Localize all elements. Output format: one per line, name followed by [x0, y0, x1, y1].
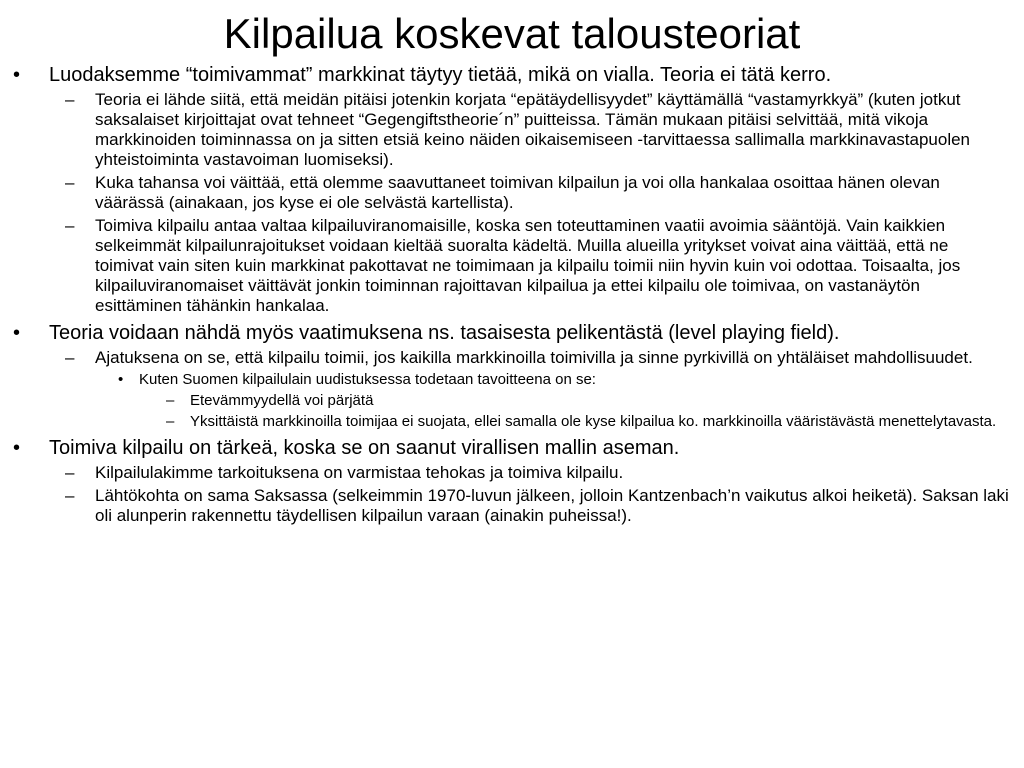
bullet-text: Teoria voidaan nähdä myös vaatimuksena ns. tasaisesta pelikentästä (level playing field). [49, 322, 840, 344]
sub-sub-bullet-point [0, 371, 1010, 389]
sub-bullet-point [0, 486, 1010, 526]
bullet-marker: • [13, 437, 21, 459]
sub-bullet-text: Kuka tahansa voi väittää, että olemme saavuttaneet toimivan kilpailun ja voi olla hankalaa osoittaa hänen olevan väärässä (ainakaan, jos kyse ei ole selvästä kartellista). [95, 173, 940, 212]
level4-bullet-text: Etevämmyydellä voi pärjätä [190, 392, 374, 409]
dash-marker: – [65, 90, 75, 109]
dash-marker: – [65, 348, 75, 367]
sub-bullet-text: Kilpailulakimme tarkoituksena on varmistaa tehokas ja toimiva kilpailu. [95, 463, 624, 482]
sub-bullet-text: Toimiva kilpailu antaa valtaa kilpailuviranomaisille, koska sen toteuttaminen vaatii avoimia sääntöjä. Vain kaikkien selkeimmät kilpailunrajoitukset voidaan kieltää suoralta kädeltä. Muilla alueilla yritykset voivat aina väittää, että ne toimivat vain siten kuin markkinat pakottavat ne toimimaan ja kilpailu toimii niin hyvin kuin voi odottaa. Toisaalta, jos kilpailuviranomaiset väittävät jonkin toiminnan rajoittavan kilpailua ja ettei kilpailu ole toimivaa, on vastanäytön esittäminen tähänkin hankalaa. [95, 216, 961, 315]
bullet-text: Luodaksemme “toimivammat” markkinat täytyy tietää, mikä on vialla. Teoria ei tätä kerro. [49, 64, 832, 86]
bullet-point [0, 437, 1010, 460]
sub-bullet-text: Teoria ei lähde siitä, että meidän pitäisi jotenkin korjata “epätäydellisyydet” käyttämällä “vastamyrkkyä” (kuten jotkut saksalaiset kirjoittajat ovat tehneet “Gegengiftstheorie´n” puitteissa. Tämän mukaan pitäisi selvittää, mitä vikoja markkinoiden toiminnassa on ja sitten etsiä keino näiden oikaisemiseen -tarvittaessa sallimalla markkinavastapuolen yhteistoiminta vastavoiman luomiseksi). [95, 90, 971, 169]
sub-bullet-text: Lähtökohta on sama Saksassa (selkeimmin 1970-luvun jälkeen, jolloin Kantzenbach’n vaikutus alkoi heiketä). Saksan laki oli alunperin rakennettu täydellisen kilpailun varaan (ainakin puheissa!). [95, 486, 1009, 525]
bullet-point [0, 64, 1010, 87]
dash-marker: – [166, 392, 175, 409]
bullet-text: Toimiva kilpailu on tärkeä, koska se on saanut virallisen mallin aseman. [49, 437, 680, 459]
bullet-point [0, 322, 1010, 345]
sub-bullet-point [0, 173, 1010, 213]
sub-bullet-point [0, 216, 1010, 316]
bullet-marker: • [13, 322, 21, 344]
level4-bullet-text: Yksittäistä markkinoilla toimijaa ei suojata, ellei samalla ole kyse kilpailua ko. markkinoilla vääristävästä menettelytavasta. [190, 413, 997, 430]
dash-marker: – [65, 216, 75, 235]
sub-bullet-point [0, 90, 1010, 170]
dash-marker: – [166, 413, 175, 430]
sub-bullet-text: Ajatuksena on se, että kilpailu toimii, jos kaikilla markkinoilla toimivilla ja sinne pyrkivillä on yhtäläiset mahdollisuudet. [95, 348, 973, 367]
slide-title: Kilpailua koskevat talousteoriat [223, 10, 801, 57]
level4-bullet-point [0, 413, 1010, 431]
slide-content [0, 64, 1010, 526]
dash-marker: – [65, 486, 75, 505]
bullet-marker: • [13, 64, 21, 86]
dash-marker: – [65, 173, 75, 192]
sub-sub-bullet-text: Kuten Suomen kilpailulain uudistuksessa todetaan tavoitteena on se: [139, 371, 596, 388]
sub-bullet-point [0, 348, 1010, 368]
dash-marker: – [65, 463, 75, 482]
small-bullet-marker: • [118, 371, 124, 388]
sub-bullet-point [0, 463, 1010, 483]
level4-bullet-point [0, 392, 1010, 410]
